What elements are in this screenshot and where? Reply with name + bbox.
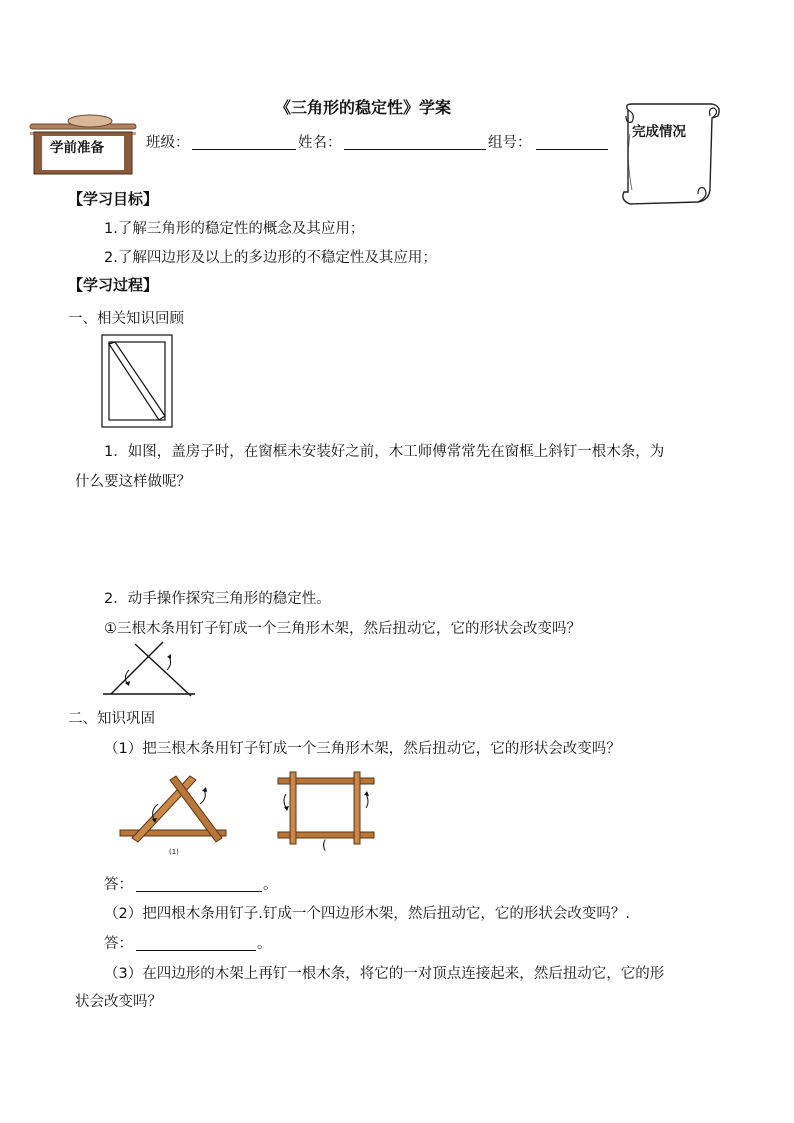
rotate-arrow-icon bbox=[284, 794, 286, 808]
rotate-arrow-icon bbox=[366, 794, 368, 808]
question-text: （1）把三根木条用钉子钉成一个三角形木架，然后扭动它，它的形状会改变吗？ bbox=[104, 741, 621, 757]
scroll-label: 完成情况 bbox=[632, 124, 686, 140]
question-text: 2．动手操作探究三角形的稳定性。 bbox=[104, 591, 331, 607]
answer-end: 。 bbox=[257, 936, 272, 952]
badge-label: 学前准备 bbox=[50, 140, 104, 156]
figure-label: (1) bbox=[169, 848, 179, 856]
rotate-arrow-icon bbox=[200, 790, 205, 804]
answer-end: 。 bbox=[263, 877, 278, 893]
class-field[interactable] bbox=[192, 133, 296, 150]
question-text: 什么要这样做呢？ bbox=[75, 474, 191, 490]
question-text: 状会改变吗？ bbox=[75, 994, 162, 1010]
figure-label: ( bbox=[322, 838, 327, 852]
section-title: 一、相关知识回顾 bbox=[68, 311, 184, 327]
question-text: 1．如图，盖房子时，在窗框未安装好之前，木工师傅常常先在窗框上斜钉一根木条，为 bbox=[104, 444, 665, 460]
name-field[interactable] bbox=[344, 133, 486, 150]
answer-label: 答： bbox=[104, 877, 133, 893]
group-field[interactable] bbox=[536, 133, 608, 150]
preparation-badge bbox=[28, 112, 140, 176]
question-text: ①三根木条用钉子钉成一个三角形木架，然后扭动它，它的形状会改变吗？ bbox=[104, 621, 581, 637]
group-label: 组号： bbox=[488, 135, 532, 151]
process-heading: 【学习过程】 bbox=[68, 276, 159, 294]
answer-label: 答： bbox=[104, 936, 133, 952]
objective-item: 1.了解三角形的稳定性的概念及其应用； bbox=[104, 221, 365, 237]
question-text: （2）把四根木条用钉子.钉成一个四边形木架，然后扭动它，它的形状会改变吗？. bbox=[104, 906, 630, 922]
wooden-triangle-figure bbox=[118, 774, 228, 844]
scroll-icon bbox=[614, 100, 726, 208]
name-label: 姓名： bbox=[298, 135, 342, 151]
section-title: 二、知识巩固 bbox=[68, 711, 155, 727]
window-frame-figure bbox=[101, 334, 173, 428]
question-text: （3）在四边形的木架上再钉一根木条，将它的一对顶点连接起来，然后扭动它，它的形 bbox=[104, 966, 665, 982]
triangle-lines-figure bbox=[101, 640, 197, 698]
answer-field[interactable] bbox=[136, 934, 256, 951]
objective-item: 2.了解四边形及以上的多边形的不稳定性及其应用； bbox=[104, 250, 437, 266]
answer-field[interactable] bbox=[136, 875, 262, 892]
objectives-heading: 【学习目标】 bbox=[68, 190, 159, 208]
completion-scroll bbox=[614, 100, 726, 208]
page-title: 《三角形的稳定性》学案 bbox=[275, 98, 452, 117]
class-label: 班级： bbox=[146, 135, 190, 151]
wooden-square-figure bbox=[276, 770, 376, 846]
